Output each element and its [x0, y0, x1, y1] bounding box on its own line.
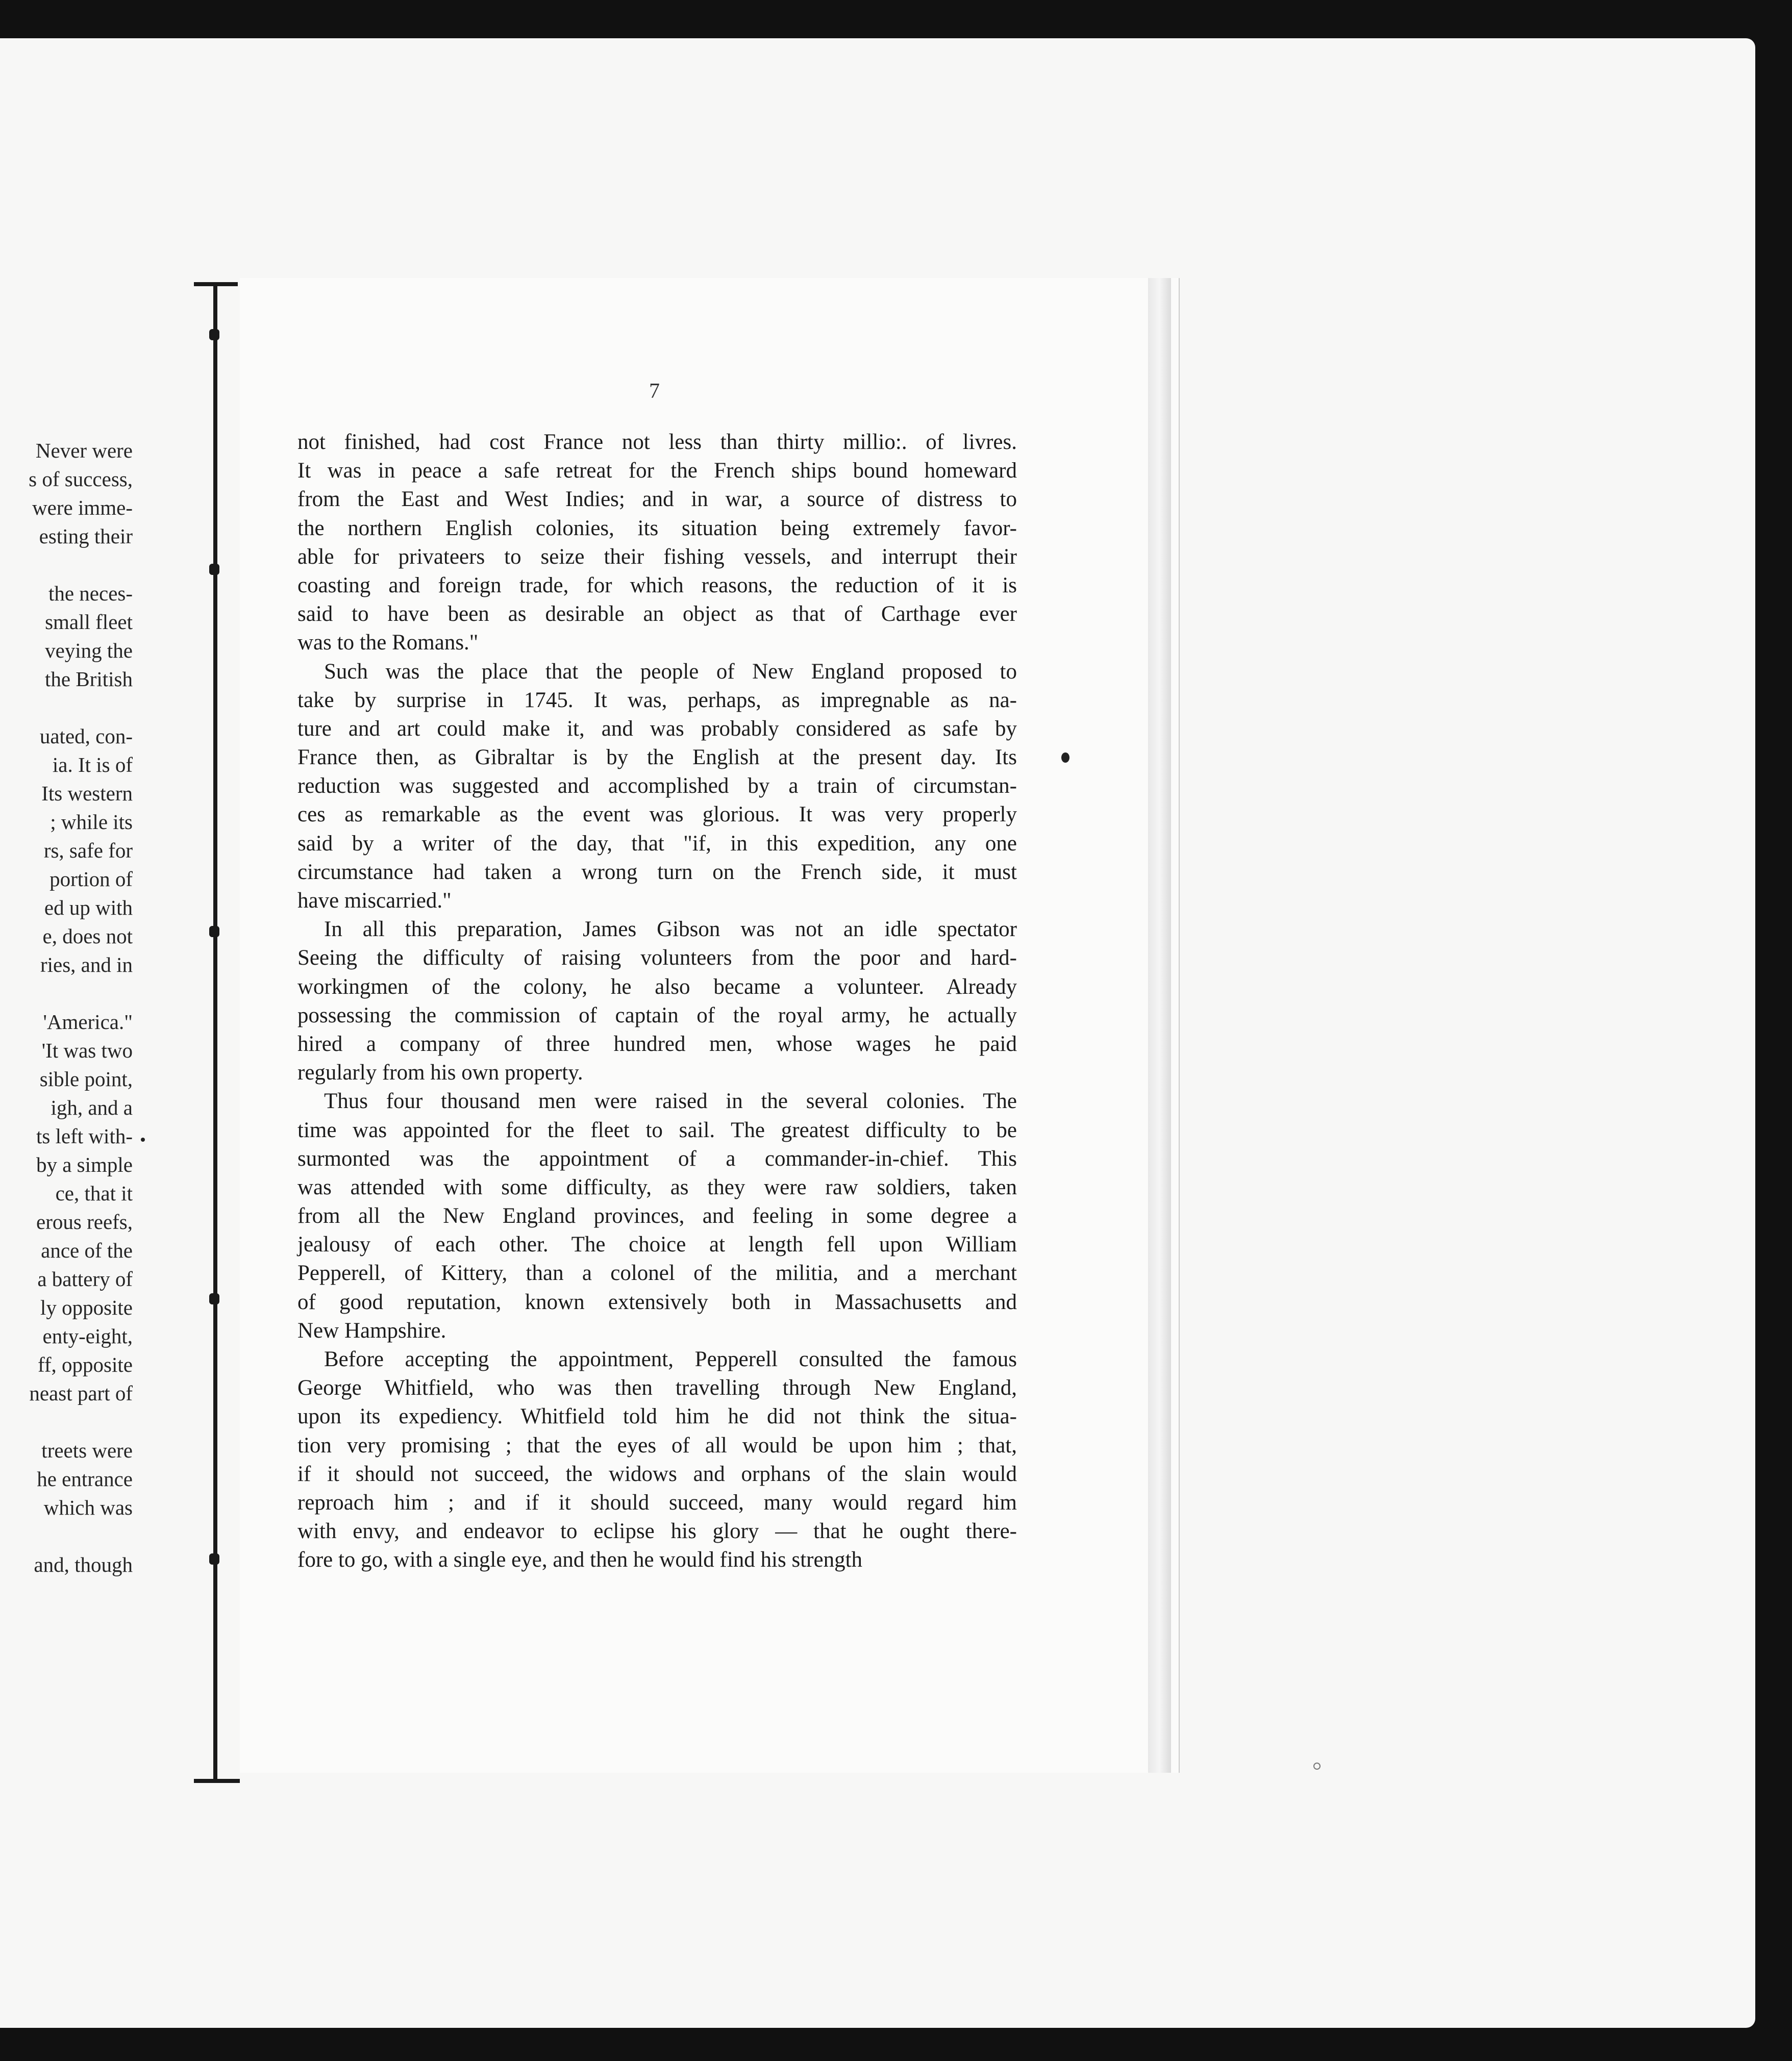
- text-line: from the East and West Indies; and in war, a source of distress to: [297, 487, 1017, 512]
- scanned-sheet: [0, 38, 1755, 2028]
- page-number: 7: [649, 380, 660, 403]
- ink-speck: [1313, 1763, 1321, 1770]
- left-fragment-line: [0, 1407, 133, 1436]
- left-fragment-line: ance of the: [41, 1239, 133, 1262]
- text-line: It was in peace a safe retreat for the French ships bound homeward: [297, 459, 1017, 483]
- left-fragment-line: [0, 550, 133, 579]
- text-line: of good reputation, known extensively both in Massachusetts and: [297, 1290, 1017, 1314]
- text-line: Pepperell, of Kittery, than a colonel of the militia, and a merchant: [297, 1261, 1017, 1286]
- left-fragment-line: erous reefs,: [36, 1210, 133, 1234]
- text-line: coasting and foreign trade, for which reasons, the reduction of it is: [297, 573, 1017, 597]
- left-fragment-line: s of success,: [29, 467, 133, 491]
- page-edge-shadow: [1148, 278, 1171, 1773]
- text-line: upon its expediency. Whitfield told him he did not think the situa-: [297, 1404, 1017, 1429]
- left-fragment-line: portion of: [49, 867, 133, 891]
- text-line: New Hampshire.: [297, 1318, 446, 1343]
- text-line: said by a writer of the day, that "if, in this expedition, any one: [297, 831, 1017, 856]
- text-line: jealousy of each other. The choice at length fell upon William: [297, 1233, 1017, 1257]
- left-fragment-line: ries, and in: [40, 953, 133, 976]
- text-line: ture and art could make it, and was probably considered as safe by: [297, 716, 1017, 741]
- ink-speck: [1061, 752, 1069, 763]
- text-line: regularly from his own property.: [297, 1061, 583, 1085]
- left-fragment-line: Its western: [41, 782, 133, 805]
- left-fragment-line: enty-eight,: [42, 1324, 133, 1348]
- left-fragment-line: 'It was two: [41, 1039, 133, 1062]
- text-line: the northern English colonies, its situation being extremely favor-: [297, 516, 1017, 540]
- left-fragment-line: [0, 979, 133, 1008]
- text-line: from all the New England provinces, and feeling in some degree a: [297, 1204, 1017, 1228]
- text-line: Such was the place that the people of New England proposed to: [324, 659, 1017, 684]
- left-fragment-line: which was: [43, 1496, 133, 1519]
- left-fragment-line: ia. It is of: [52, 753, 133, 776]
- binding-knot: [209, 1553, 219, 1565]
- left-fragment-line: a battery of: [37, 1267, 133, 1291]
- text-line: with envy, and endeavor to eclipse his glory — that he ought there-: [297, 1519, 1017, 1544]
- text-line: able for privateers to seize their fishing vessels, and interrupt their: [297, 544, 1017, 569]
- left-fragment-line: ; while its: [50, 810, 133, 834]
- left-fragment-line: e, does not: [42, 924, 133, 948]
- text-line: not finished, had cost France not less than thirty millio:. of livres.: [297, 430, 1017, 454]
- binding-knot: [209, 1293, 219, 1304]
- left-fragment-line: sible point,: [39, 1067, 133, 1091]
- text-line: workingmen of the colony, he also became a volunteer. Already: [297, 974, 1017, 999]
- left-fragment-line: ff, opposite: [37, 1353, 133, 1376]
- left-page-fragment: [0, 436, 133, 1579]
- text-line: possessing the commission of captain of the royal army, he actually: [297, 1003, 1017, 1027]
- body-text: [297, 428, 1017, 1575]
- left-fragment-line: and, though: [34, 1553, 133, 1576]
- text-line: hired a company of three hundred men, whose wages he paid: [297, 1032, 1017, 1056]
- text-line: surmonted was the appointment of a commander-in-chief. This: [297, 1146, 1017, 1171]
- left-fragment-line: [0, 1522, 133, 1550]
- text-line: Thus four thousand men were raised in the several colonies. The: [324, 1089, 1017, 1114]
- text-line: if it should not succeed, the widows and orphans of the slain would: [297, 1462, 1017, 1486]
- binding-knot: [209, 329, 219, 340]
- left-fragment-line: ts left with-: [36, 1124, 133, 1148]
- left-fragment-line: small fleet: [45, 610, 133, 634]
- left-fragment-line: ce, that it: [55, 1182, 133, 1205]
- text-line: reproach him ; and if it should succeed, many would regard him: [297, 1490, 1017, 1515]
- binding-knot: [209, 926, 219, 937]
- text-line: Before accepting the appointment, Pepperell consulted the famous: [324, 1347, 1017, 1371]
- left-fragment-line: esting their: [39, 524, 133, 548]
- left-fragment-line: [0, 693, 133, 722]
- binding-knot: [209, 564, 219, 575]
- text-line: ces as remarkable as the event was glorious. It was very properly: [297, 802, 1017, 827]
- text-line: was to the Romans.": [297, 631, 479, 655]
- left-fragment-line: ly opposite: [40, 1296, 133, 1319]
- left-fragment-line: igh, and a: [51, 1096, 133, 1119]
- text-line: France then, as Gibraltar is by the English at the present day. Its: [297, 745, 1017, 770]
- left-fragment-line: ed up with: [44, 896, 133, 919]
- left-fragment-line: neast part of: [29, 1381, 133, 1405]
- left-fragment-line: he entrance: [37, 1467, 133, 1491]
- text-line: time was appointed for the fleet to sail. The greatest difficulty to be: [297, 1118, 1017, 1142]
- text-line: tion very promising ; that the eyes of all would be upon him ; that,: [297, 1433, 1017, 1457]
- left-fragment-line: Never were: [35, 439, 133, 462]
- left-fragment-line: the British: [45, 667, 133, 691]
- text-line: George Whitfield, who was then travelling through New England,: [297, 1376, 1017, 1400]
- left-fragment-line: 'America.": [43, 1010, 133, 1034]
- text-line: circumstance had taken a wrong turn on the French side, it must: [297, 860, 1017, 884]
- left-fragment-line: rs, safe for: [43, 839, 133, 862]
- left-fragment-line: treets were: [41, 1439, 133, 1462]
- text-line: said to have been as desirable an object as that of Carthage ever: [297, 602, 1017, 626]
- left-fragment-line: by a simple: [36, 1153, 133, 1176]
- text-line: Seeing the difficulty of raising volunteers from the poor and hard-: [297, 946, 1017, 970]
- text-line: have miscarried.": [297, 889, 452, 913]
- ink-speck: [141, 1138, 145, 1142]
- text-line: reduction was suggested and accomplished by a train of circumstan-: [297, 774, 1017, 798]
- left-fragment-line: were imme-: [32, 496, 133, 519]
- left-fragment-line: veying the: [45, 639, 133, 662]
- text-line: take by surprise in 1745. It was, perhaps, as impregnable as na-: [297, 688, 1017, 712]
- text-line: was attended with some difficulty, as they were raw soldiers, taken: [297, 1175, 1017, 1199]
- binding-rule-bottom: [194, 1779, 240, 1783]
- left-fragment-line: the neces-: [48, 582, 133, 605]
- text-line: In all this preparation, James Gibson was not an idle spectator: [324, 917, 1017, 942]
- left-fragment-line: uated, con-: [39, 724, 133, 748]
- text-line: fore to go, with a single eye, and then he would find his strength: [297, 1548, 863, 1572]
